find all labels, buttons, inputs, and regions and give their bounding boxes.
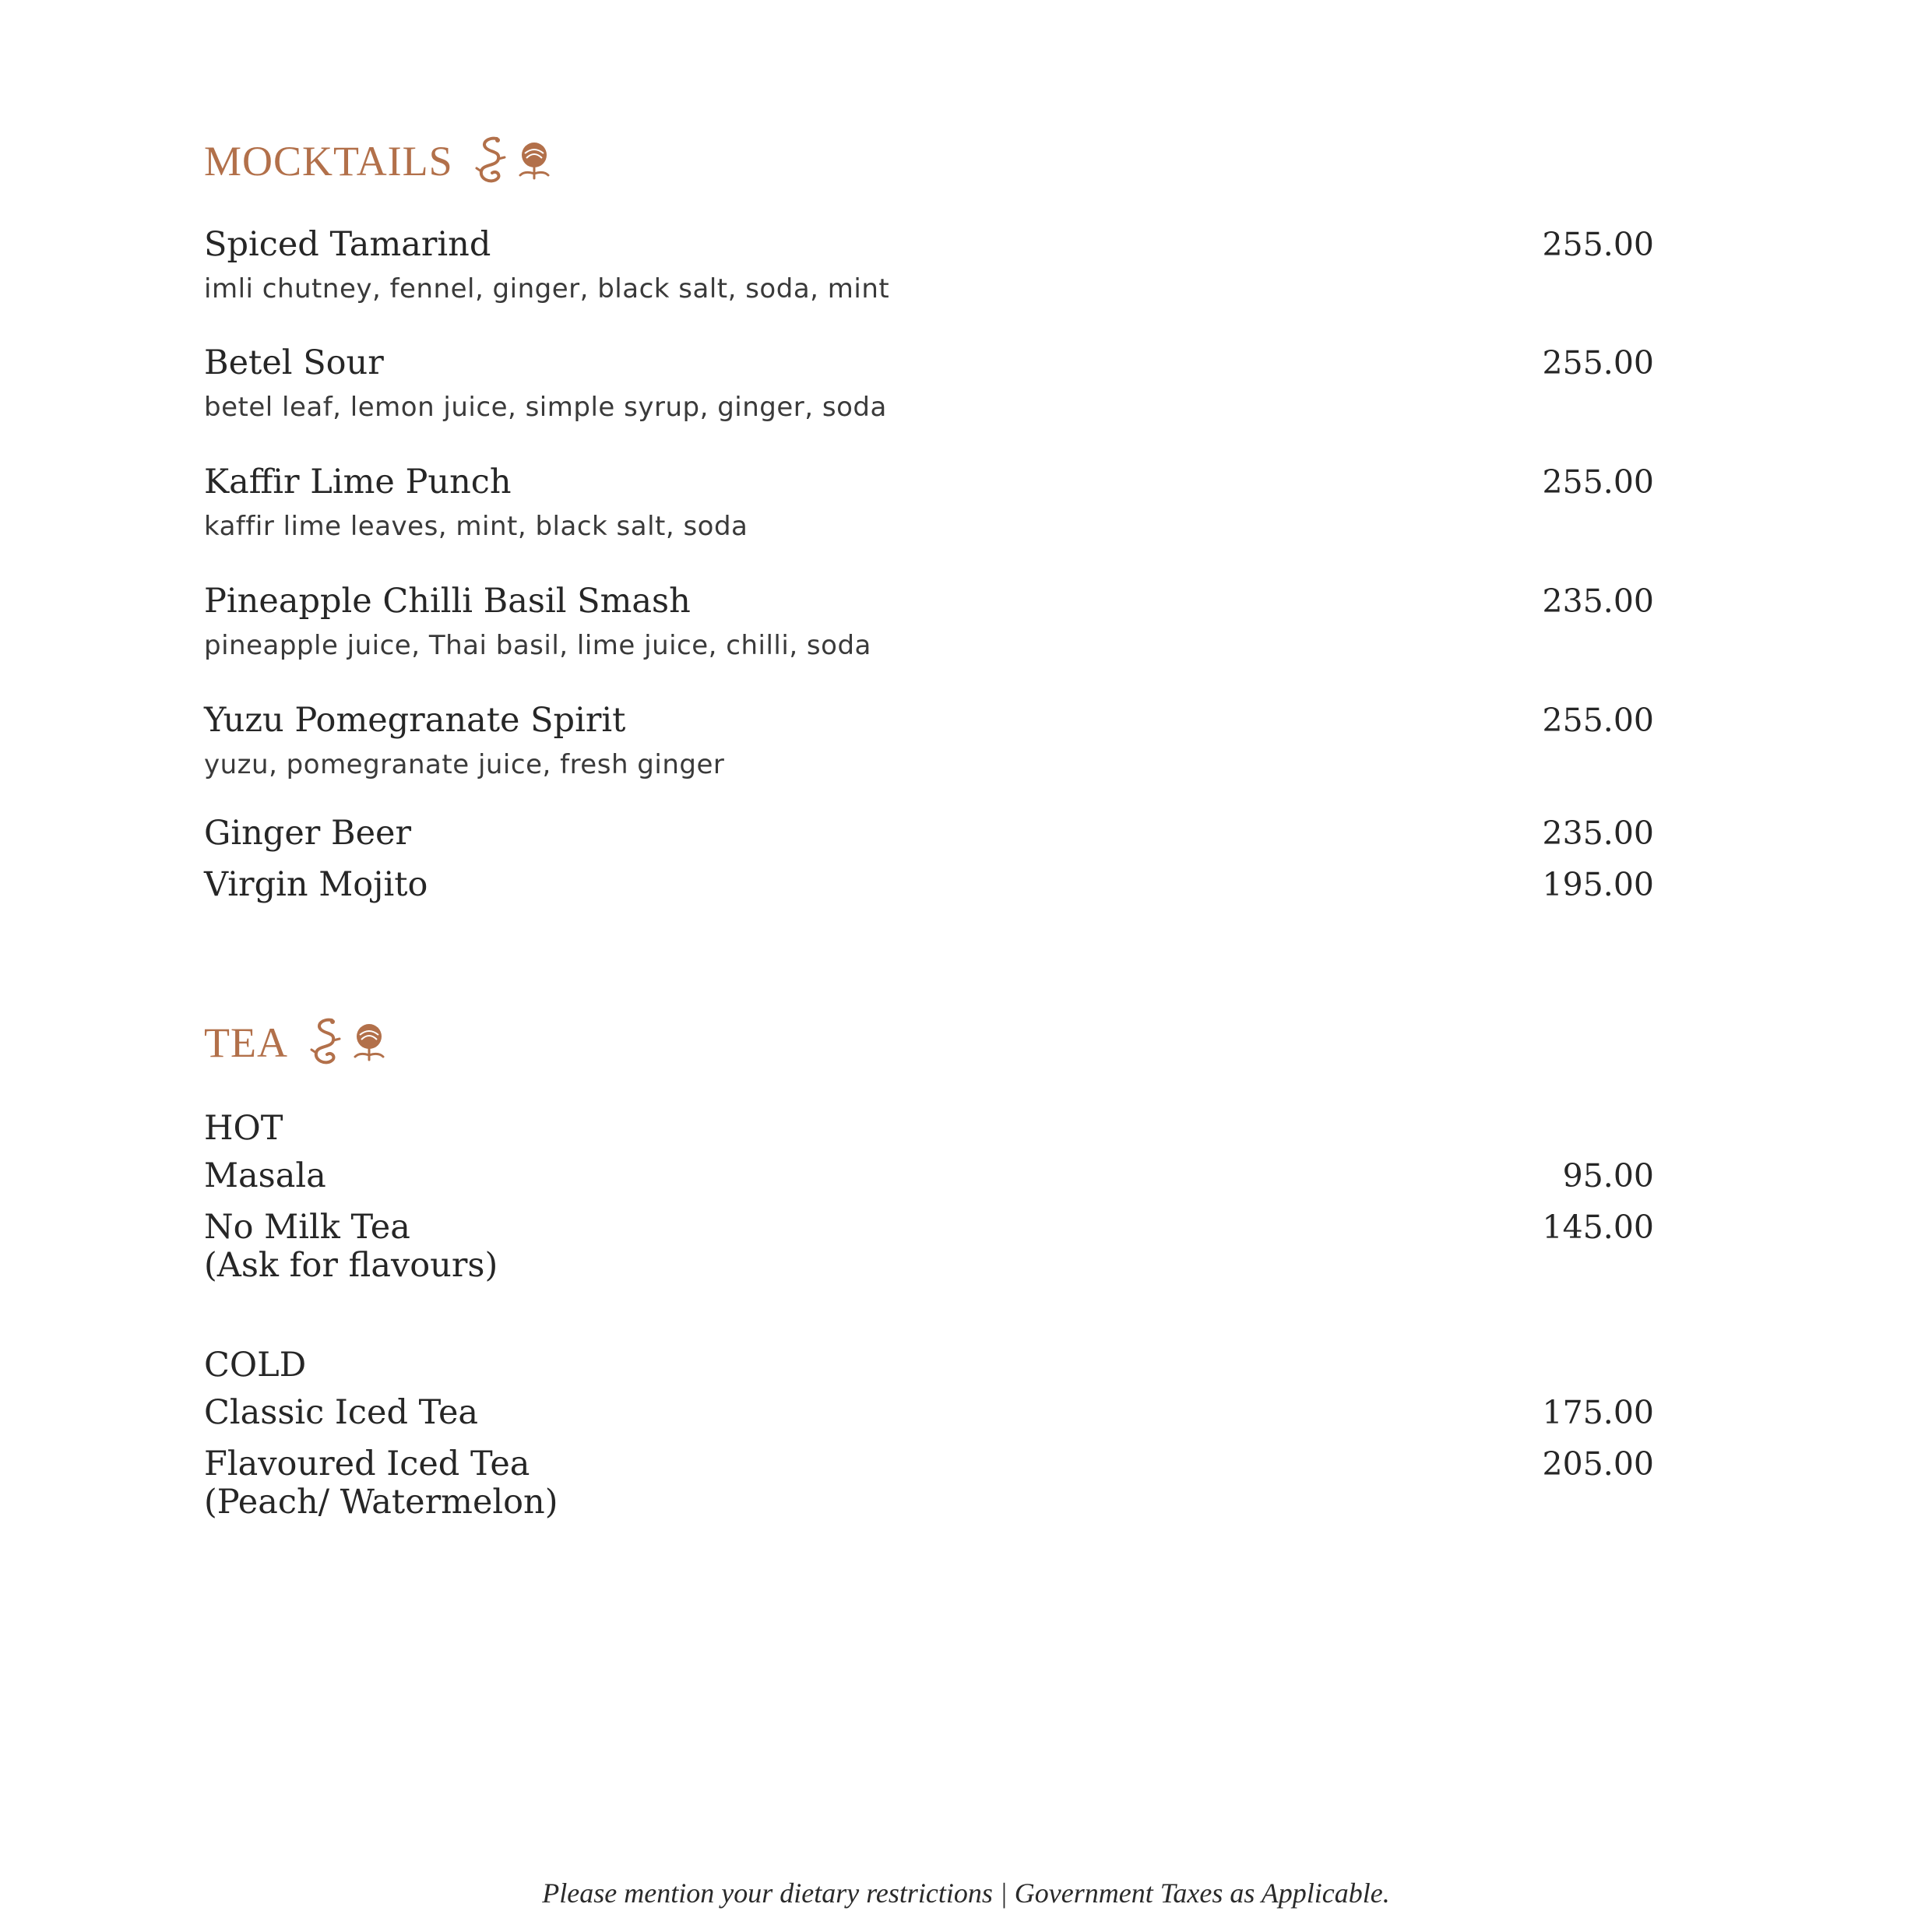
- list-item: [204, 344, 1654, 423]
- item-price: 235.00: [1542, 582, 1654, 620]
- item-description: imli chutney, fennel, ginger, black salt, soda, mint: [204, 273, 890, 305]
- item-name: Pineapple Chilli Basil Smash: [204, 582, 691, 621]
- tea-header: [204, 1015, 389, 1070]
- list-item: [204, 1157, 1654, 1195]
- list-item: [204, 1445, 1654, 1522]
- motif-group: [473, 134, 554, 188]
- item-name: Spiced Tamarind: [204, 225, 491, 264]
- item-description: kaffir lime leaves, mint, black salt, soda: [204, 511, 748, 543]
- dragon-icon: [473, 134, 508, 188]
- list-item: [204, 1394, 1654, 1432]
- item-price: 255.00: [1542, 702, 1654, 739]
- tea-hot-label: HOT: [204, 1109, 283, 1148]
- lotus-icon: [349, 1021, 389, 1065]
- item-price: 255.00: [1542, 463, 1654, 501]
- lotus-icon: [514, 139, 554, 183]
- list-item: [204, 463, 1654, 542]
- item-name: Kaffir Lime Punch: [204, 463, 512, 501]
- item-description: pineapple juice, Thai basil, lime juice, chilli, soda: [204, 630, 871, 662]
- item-price: 235.00: [1542, 815, 1654, 852]
- item-name: Ginger Beer: [204, 814, 412, 853]
- item-name: Virgin Mojito: [204, 865, 428, 904]
- tea-title: TEA: [204, 1019, 288, 1066]
- list-item: [204, 582, 1654, 661]
- footer-note: Please mention your dietary restrictions | Government Taxes as Applicable.: [542, 1877, 1390, 1909]
- item-name: Classic Iced Tea: [204, 1393, 479, 1432]
- item-name: No Milk Tea: [204, 1208, 410, 1247]
- dragon-icon: [308, 1015, 343, 1070]
- item-name: Masala: [204, 1156, 326, 1195]
- list-item: [204, 226, 1654, 304]
- item-price: 145.00: [1542, 1209, 1654, 1246]
- list-item: [204, 1209, 1654, 1286]
- item-price: 195.00: [1542, 866, 1654, 903]
- list-item: [204, 815, 1654, 853]
- item-name: Betel Sour: [204, 343, 384, 382]
- tea-cold-label: COLD: [204, 1346, 307, 1385]
- item-description: yuzu, pomegranate juice, fresh ginger: [204, 749, 725, 781]
- item-price: 205.00: [1542, 1445, 1654, 1483]
- item-price: 255.00: [1542, 226, 1654, 263]
- list-item: [204, 702, 1654, 780]
- item-note: (Ask for flavours): [204, 1246, 498, 1286]
- motif-group: [308, 1015, 389, 1070]
- item-description: betel leaf, lemon juice, simple syrup, ginger, soda: [204, 392, 887, 424]
- item-price: 255.00: [1542, 344, 1654, 382]
- item-name: Yuzu Pomegranate Spirit: [204, 701, 626, 740]
- mocktails-title: MOCKTAILS: [204, 138, 453, 185]
- mocktails-header: [204, 134, 554, 188]
- item-note: (Peach/ Watermelon): [204, 1483, 558, 1522]
- item-price: 175.00: [1542, 1394, 1654, 1431]
- list-item: [204, 866, 1654, 904]
- item-name: Flavoured Iced Tea: [204, 1445, 530, 1483]
- item-price: 95.00: [1562, 1157, 1654, 1195]
